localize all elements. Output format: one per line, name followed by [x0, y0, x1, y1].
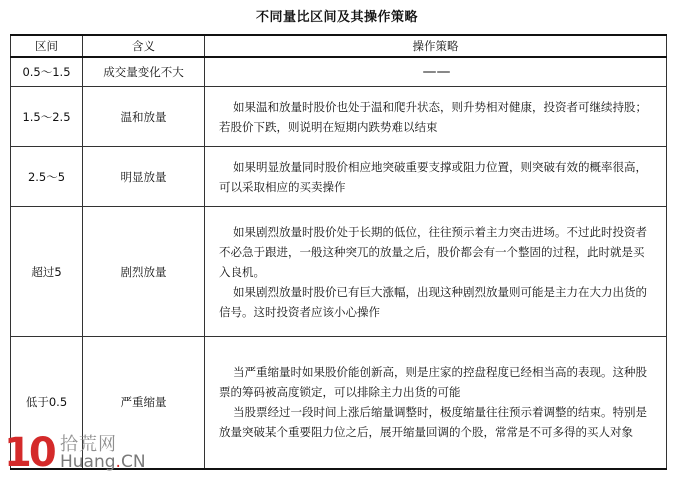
strategy-cell	[205, 337, 667, 469]
page-title: 不同量比区间及其操作策略	[255, 10, 418, 25]
meaning-cell: 成交量变化不大	[83, 57, 205, 87]
strategy-paragraph: 如果剧烈放量时股价处于长期的低位，往往预示着主力突击进场。不过此时投资者不必急于跟进，一般这种突兀的放量之后，股价都会有一个整固的过程，此时就是买入良机。	[219, 224, 647, 279]
table-row	[11, 57, 667, 87]
table-row	[11, 207, 667, 337]
strategy-cell	[205, 207, 667, 337]
strategy-paragraph: 如果明显放量同时股价相应地突破重要支撑或阻力位置，则突破有效的概率很高，可以采取相应的买卖操作	[219, 159, 647, 194]
header-meaning: 含义	[83, 35, 205, 57]
range-cell: 1.5～2.5	[11, 87, 83, 147]
watermark-en-text	[60, 452, 146, 472]
range-cell: 0.5～1.5	[11, 57, 83, 87]
watermark-en-prefix: Huang	[60, 452, 116, 472]
range-cell: 2.5～5	[11, 147, 83, 207]
strategy-cell	[205, 147, 667, 207]
meaning-cell: 温和放量	[83, 87, 205, 147]
table-row	[11, 147, 667, 207]
table-header-row	[11, 35, 667, 57]
header-range: 区间	[11, 35, 83, 57]
site-watermark-logo	[4, 430, 164, 480]
strategy-table	[10, 34, 667, 470]
strategy-paragraph: 当严重缩量时如果股价能创新高，则是庄家的控盘程度已经相当高的表现。这种股票的筹码被高度锁定，可以排除主力出货的可能	[219, 365, 647, 400]
meaning-cell: 剧烈放量	[83, 207, 205, 337]
strategy-cell	[205, 57, 667, 87]
range-cell: 超过5	[11, 207, 83, 337]
strategy-paragraph: 如果剧烈放量时股价已有巨大涨幅，出现这种剧烈放量则可能是主力在大力出货的信号。这时投资者应该小心操作	[219, 284, 647, 319]
strategy-dash: ——	[422, 64, 451, 80]
watermark-en-suffix: CN	[120, 452, 146, 472]
watermark-cn-text: 拾荒网	[60, 434, 117, 455]
watermark-en-dot: .	[115, 452, 121, 472]
meaning-cell: 严重缩量	[83, 337, 205, 469]
range-cell: 低于0.5	[11, 337, 83, 469]
watermark-number: 10	[4, 430, 54, 476]
strategy-paragraph: 如果温和放量时股价也处于温和爬升状态，则升势相对健康，投资者可继续持股；若股价下跌，则说明在短期内跌势难以结束	[219, 99, 647, 134]
strategy-paragraph: 当股票经过一段时间上涨后缩量调整时，极度缩量往往预示着调整的结束。特别是放量突破某个重要阻力位之后，展开缩量回调的个股，常常是不可多得的买人对象	[219, 405, 647, 440]
table-row	[11, 87, 667, 147]
header-strategy: 操作策略	[205, 35, 667, 57]
strategy-cell	[205, 87, 667, 147]
meaning-cell: 明显放量	[83, 147, 205, 207]
